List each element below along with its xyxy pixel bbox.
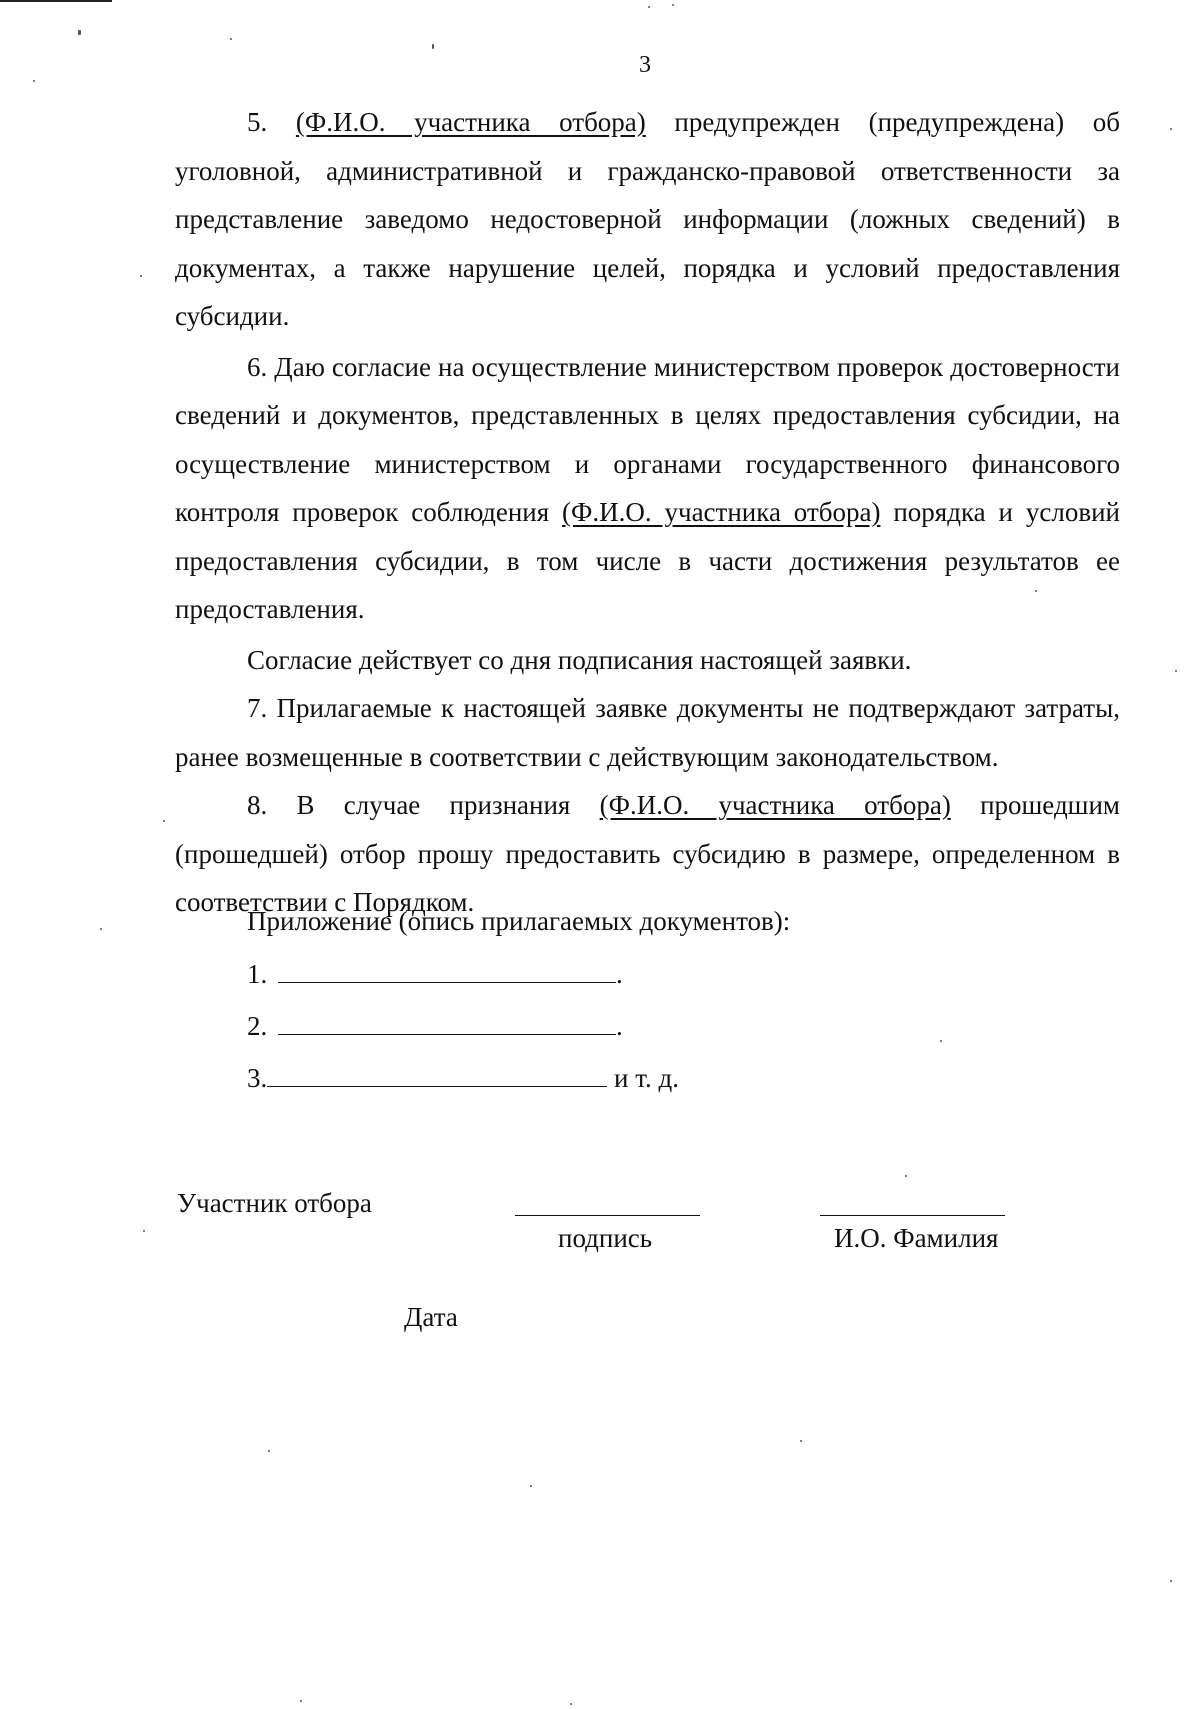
scan-speck [300,1700,302,1702]
paragraph-8 [175,781,1120,927]
body-text [175,98,1120,927]
appendix-item-number: 3. [247,1063,268,1093]
date-label: Дата [404,1302,458,1332]
appendix-item-number: 1. [247,959,268,989]
paragraph-5 [175,98,1120,341]
appendix-item-suffix: . [616,1011,623,1041]
scan-speck [1035,590,1037,592]
scan-speck [268,1450,270,1452]
appendix-item-number: 2. [247,1011,268,1041]
scan-speck [33,80,35,82]
scan-speck [570,1703,572,1705]
scan-speck [432,44,434,49]
scan-speck [163,820,165,822]
scan-speck [940,1040,942,1042]
scan-speck [672,4,674,6]
appendix-blank-line [278,960,616,983]
participant-name-placeholder: (Ф.И.О. участника отбора) [562,497,881,527]
scan-speck [800,1440,802,1442]
paragraph-6-text-start: 6. Даю согласие на осуществление министерством проверок достоверности сведений и документов, представленных в целях предоставления субсидии, на осуществление министерством и органами государственного финансового контроля проверок соблюдения [175,351,1120,527]
scan-speck [905,1175,907,1177]
scan-speck [230,38,232,40]
page-number: 3 [639,52,651,78]
participant-name-placeholder: (Ф.И.О. участника отбора) [599,790,951,820]
participant-label: Участник отбора [177,1188,372,1218]
paragraph-7: 7. Прилагаемые к настоящей заявке документы не подтверждают затраты, ранее возмещенные в соответствии с действующим законодательством. [175,693,1120,772]
appendix-blank-line [278,1012,616,1035]
paragraph-8-text-start: 8. В случае признания [247,790,600,820]
scan-speck [100,928,102,930]
paragraph-8-text-end: прошедшим (прошедшей) отбор прошу предоставить субсидию в размере, определенном в соответствии с Порядком. [175,790,1121,917]
scan-speck [648,6,650,8]
signature-line [515,1215,700,1216]
scan-speck [1170,128,1172,130]
appendix-blank-line [267,1064,607,1087]
appendix-item [247,948,679,1000]
participant-name-placeholder: (Ф.И.О. участника отбора) [295,107,646,137]
scan-edge-line [0,0,112,2]
paragraph-6-text-end: порядка и условий предоставления субсидии, в том числе в части достижения результатов ее предоставления. [175,497,1120,624]
paragraph-5-prefix: 5. [247,107,296,137]
name-line [820,1215,1005,1216]
scan-speck [143,1230,145,1232]
scan-speck [530,1485,532,1487]
scan-speck [1175,670,1177,672]
appendix-list [247,948,679,1104]
appendix-item-suffix: и т. д. [614,1063,679,1093]
appendix-item [247,1052,679,1104]
appendix-item-suffix: . [616,959,623,989]
signature-caption: подпись [558,1223,653,1253]
appendix-title: Приложение (опись прилагаемых документов): [247,906,791,936]
scan-speck [140,275,142,277]
appendix-item [247,1000,679,1052]
consent-paragraph: Согласие действует со дня подписания настоящей заявки. [247,644,912,675]
scan-speck [1170,1580,1172,1582]
paragraph-5-text: предупрежден (предупреждена) об уголовной, административной и гражданско-правовой ответственности за представление заведомо недостоверной информации (ложных сведений) в документах, а также нарушение целей, порядка и условий предоставления субсидии. [175,107,1120,331]
paragraph-6 [175,343,1120,634]
name-caption: И.О. Фамилия [834,1223,999,1253]
scan-speck [78,30,81,35]
